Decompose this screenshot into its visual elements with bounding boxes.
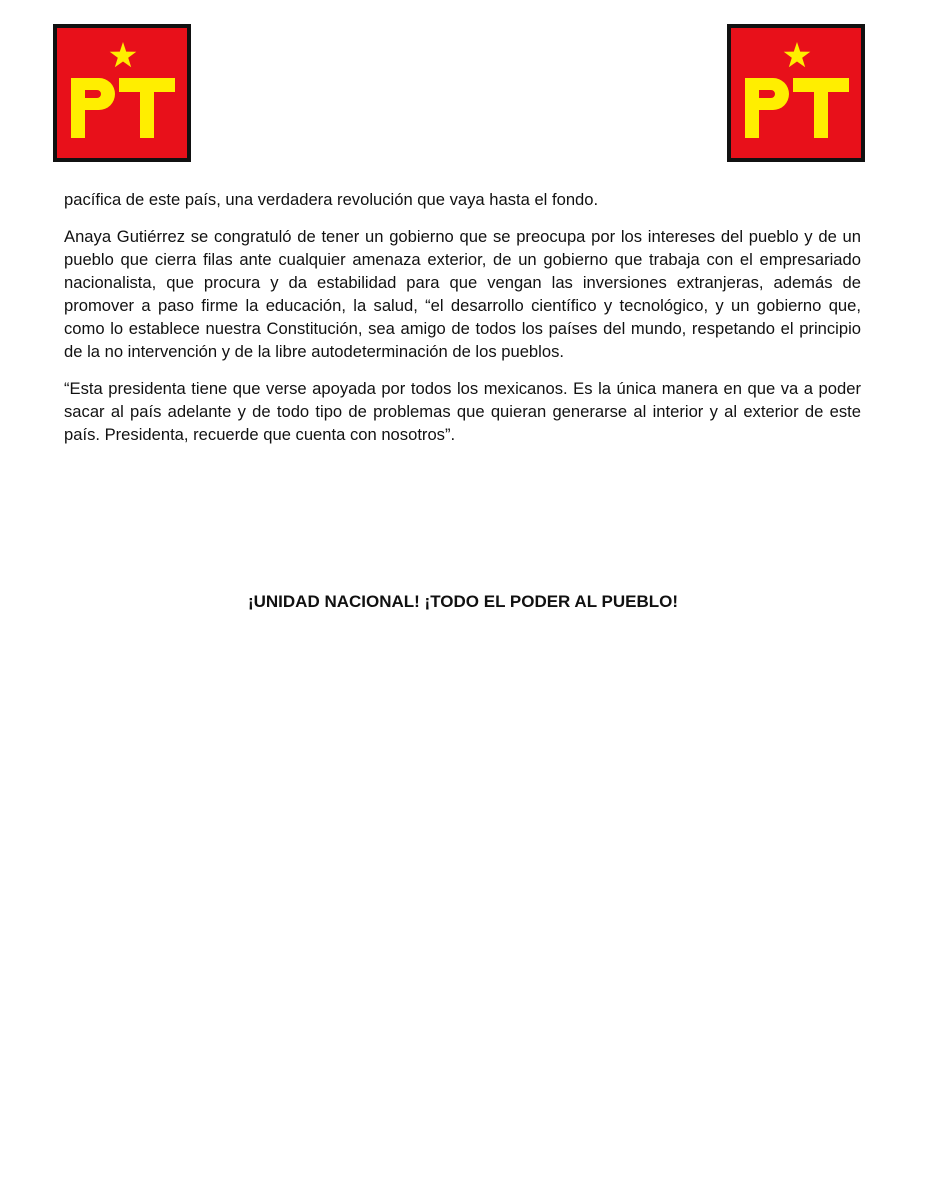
- pt-logo-right: [727, 24, 865, 162]
- document-body: [64, 188, 861, 460]
- closing-slogan: ¡UNIDAD NACIONAL! ¡TODO EL PODER AL PUEBLO!: [247, 592, 679, 611]
- paragraph: Anaya Gutiérrez se congratuló de tener un gobierno que se preocupa por los intereses del pueblo y de un pueblo que cierra filas ante cualquier amenaza exterior, de un gobierno que trabaja con el empresariado nacionalista, que procura y da estabilidad para que vengan las inversiones extranjeras, además de promover a paso firme la educación, la salud, “el desarrollo científico y tecnológico, y un gobierno que, como lo establece nuestra Constitución, sea amigo de todos los países del mundo, respetando el principio de la no intervención y de la libre autodeterminación de los pueblos.: [64, 227, 861, 361]
- paragraph: pacífica de este país, una verdadera revolución que vaya hasta el fondo.: [64, 190, 599, 209]
- pt-logo-left: [53, 24, 191, 162]
- pt-party-logo-icon: [57, 28, 187, 158]
- paragraph: “Esta presidenta tiene que verse apoyada por todos los mexicanos. Es la única manera en que va a poder sacar al país adelante y de todo tipo de problemas que quieran generarse al interior y al exterior de este país. Presidenta, recuerde que cuenta con nosotros”.: [64, 379, 861, 444]
- pt-party-logo-icon: [731, 28, 861, 158]
